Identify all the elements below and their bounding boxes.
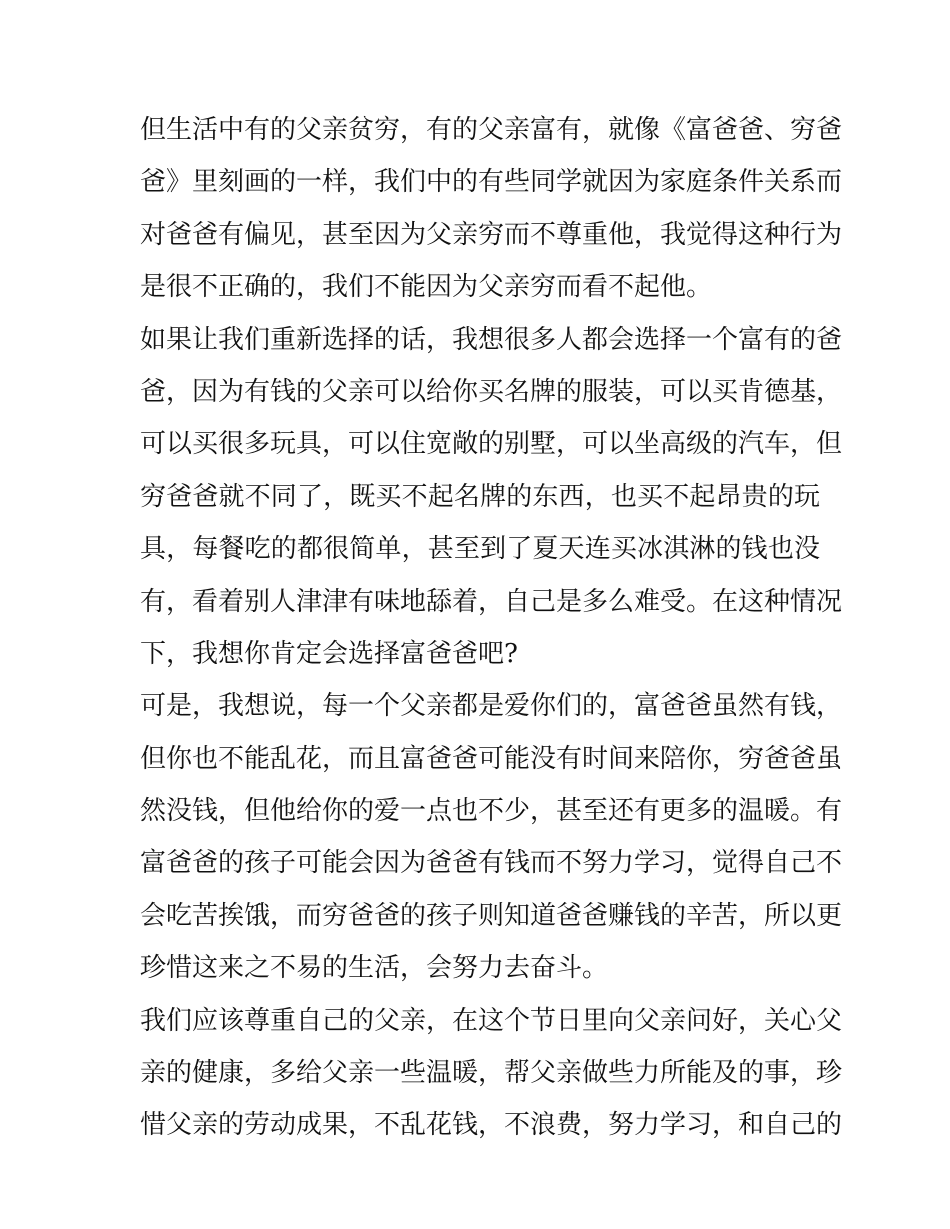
text-line: 对爸爸有偏见，甚至因为父亲穷而不尊重他，我觉得这种行为 <box>140 219 843 250</box>
text-line: 可以买很多玩具，可以住宽敞的别墅，可以坐高级的汽车，但 <box>140 429 843 460</box>
text-line: 但生活中有的父亲贫穷，有的父亲富有，就像《富爸爸、穷爸 <box>140 115 843 145</box>
text-line: 富爸爸的孩子可能会因为爸爸有钱而不努力学习，觉得自己不 <box>140 848 843 879</box>
text-line: 但你也不能乱花，而且富爸爸可能没有时间来陪你，穷爸爸虽 <box>140 743 843 774</box>
text-line: 会吃苦挨饿，而穷爸爸的孩子则知道爸爸赚钱的辛苦，所以更 <box>140 900 843 931</box>
text-line: 有，看着别人津津有味地舔着，自己是多么难受。在这种情况 <box>140 586 843 617</box>
document-body <box>140 104 843 1152</box>
text-line: 可是，我想说，每一个父亲都是爱你们的，富爸爸虽然有钱， <box>140 691 843 722</box>
text-line: 具，每餐吃的都很简单，甚至到了夏天连买冰淇淋的钱也没 <box>140 534 820 565</box>
text-line: 惜父亲的劳动成果，不乱花钱，不浪费，努力学习，和自己的 <box>140 1110 843 1141</box>
paragraph-2 <box>140 314 843 681</box>
text-line: 是很不正确的，我们不能因为父亲穷而看不起他。 <box>140 272 713 303</box>
text-line: 下，我想你肯定会选择富爸爸吧? <box>140 638 518 669</box>
text-line: 如果让我们重新选择的话，我想很多人都会选择一个富有的爸 <box>140 324 843 355</box>
text-line: 穷爸爸就不同了，既买不起名牌的东西，也买不起昂贵的玩 <box>140 481 820 512</box>
paragraph-4 <box>140 995 843 1152</box>
paragraph-1 <box>140 104 843 314</box>
text-line: 然没钱，但他给你的爱一点也不少，甚至还有更多的温暖。有 <box>140 796 843 827</box>
paragraph-3 <box>140 680 843 994</box>
text-line: 亲的健康，多给父亲一些温暖，帮父亲做些力所能及的事，珍 <box>140 1058 843 1089</box>
text-line: 爸，因为有钱的父亲可以给你买名牌的服装，可以买肯德基， <box>140 376 843 407</box>
text-line: 爸》里刻画的一样，我们中的有些同学就因为家庭条件关系而 <box>140 167 843 198</box>
text-line: 珍惜这来之不易的生活，会努力去奋斗。 <box>140 953 609 984</box>
text-line: 我们应该尊重自己的父亲，在这个节日里向父亲问好，关心父 <box>140 1005 843 1036</box>
